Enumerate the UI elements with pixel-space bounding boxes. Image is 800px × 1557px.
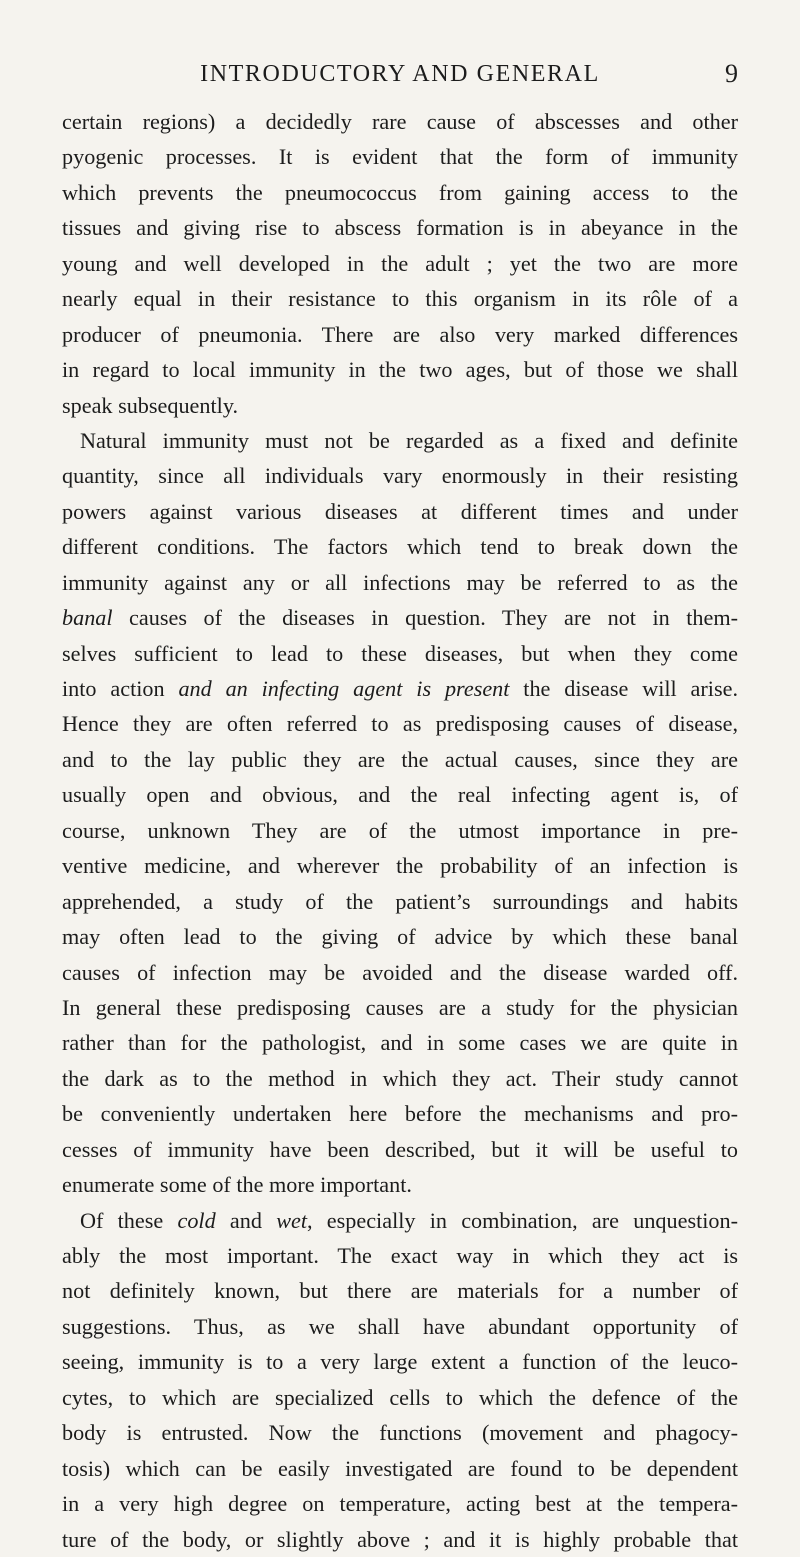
text-line: Natural immunity must not be regarded as a fixed and definite bbox=[80, 427, 738, 453]
italic-phrase: and an infecting agent is present bbox=[178, 676, 510, 701]
italic-term: banal bbox=[62, 605, 113, 631]
text-line: which prevents the pneumococcus from gaining access to the bbox=[62, 179, 738, 205]
text-line: body is entrusted. Now the functions (movement and phagocy- bbox=[62, 1420, 738, 1446]
text-line: immunity against any or all infections may be referred to as the bbox=[62, 569, 738, 595]
text-line: may often lead to the giving of advice by which these banal bbox=[62, 924, 738, 950]
text-line: and to the lay public they are the actual causes, since they are bbox=[62, 746, 738, 772]
text-line: pyogenic processes. It is evident that the form of immunity bbox=[62, 144, 738, 170]
text-line: young and well developed in the adult ; yet the two are more bbox=[62, 250, 738, 276]
text-line: rather than for the pathologist, and in some cases we are quite in bbox=[62, 1030, 738, 1056]
body-text bbox=[62, 104, 738, 1557]
page-number: 9 bbox=[725, 59, 738, 88]
text-line: ventive medicine, and wherever the probability of an infection is bbox=[62, 853, 738, 879]
text-line: speak subsequently. bbox=[62, 392, 239, 418]
italic-term: cold bbox=[177, 1207, 216, 1233]
text-line: powers against various diseases at different times and under bbox=[62, 498, 738, 524]
text-line: ably the most important. The exact way in which they act is bbox=[62, 1243, 738, 1268]
text-line: quantity, since all individuals vary enormously in their resisting bbox=[62, 463, 738, 489]
text-line: tissues and giving rise to abscess formation is in abeyance in the bbox=[62, 215, 738, 241]
text-line: banal causes of the diseases in question. They are not in them- bbox=[62, 605, 738, 631]
text-line: course, unknown They are of the utmost importance in pre- bbox=[62, 817, 738, 843]
text-line: in a very high degree on temperature, acting best at the tempera- bbox=[62, 1491, 738, 1517]
text-line: seeing, immunity is to a very large extent a function of the leuco- bbox=[62, 1349, 738, 1375]
text-line: nearly equal in their resistance to this organism in its rôle of a bbox=[62, 286, 738, 312]
text-line: suggestions. Thus, as we shall have abundant opportunity of bbox=[62, 1313, 738, 1339]
text-line: not definitely known, but there are materials for a number of bbox=[62, 1278, 738, 1304]
text-line: usually open and obvious, and the real infecting agent is, of bbox=[62, 782, 738, 808]
text-line: In general these predisposing causes are a study for the physician bbox=[62, 994, 738, 1020]
text-line: producer of pneumonia. There are also very marked differences bbox=[62, 321, 738, 347]
text-line: different conditions. The factors which tend to break down the bbox=[62, 534, 738, 560]
text-line: apprehended, a study of the patient’s surroundings and habits bbox=[62, 888, 738, 914]
text-line: the dark as to the method in which they act. Their study cannot bbox=[62, 1065, 738, 1091]
text-line: in regard to local immunity in the two ages, but of those we shall bbox=[62, 357, 738, 383]
text-line: be conveniently undertaken here before the mechanisms and pro- bbox=[62, 1101, 738, 1127]
text-line: cytes, to which are specialized cells to which the defence of the bbox=[62, 1384, 738, 1410]
text-line: certain regions) a decidedly rare cause of abscesses and other bbox=[62, 109, 738, 134]
text-line: selves sufficient to lead to these diseases, but when they come bbox=[62, 640, 738, 666]
text-line: ture of the body, or slightly above ; and it is highly probable that bbox=[62, 1526, 738, 1552]
text-line: Of these cold and wet, especially in combination, are unquestion- bbox=[80, 1207, 738, 1233]
text-line: causes of infection may be avoided and the disease warded off. bbox=[62, 959, 738, 985]
text-line: cesses of immunity have been described, but it will be useful to bbox=[62, 1136, 738, 1162]
text-line: enumerate some of the more important. bbox=[62, 1172, 412, 1198]
running-head-title: INTRODUCTORY AND GENERAL bbox=[200, 61, 600, 87]
text-line: Hence they are often referred to as predisposing causes of disease, bbox=[62, 711, 738, 737]
italic-term: wet bbox=[276, 1207, 307, 1233]
text-line: tosis) which can be easily investigated are found to be dependent bbox=[62, 1455, 738, 1481]
running-head bbox=[62, 56, 738, 92]
text-line: into action and an infecting agent is present the disease will arise. bbox=[62, 676, 738, 701]
